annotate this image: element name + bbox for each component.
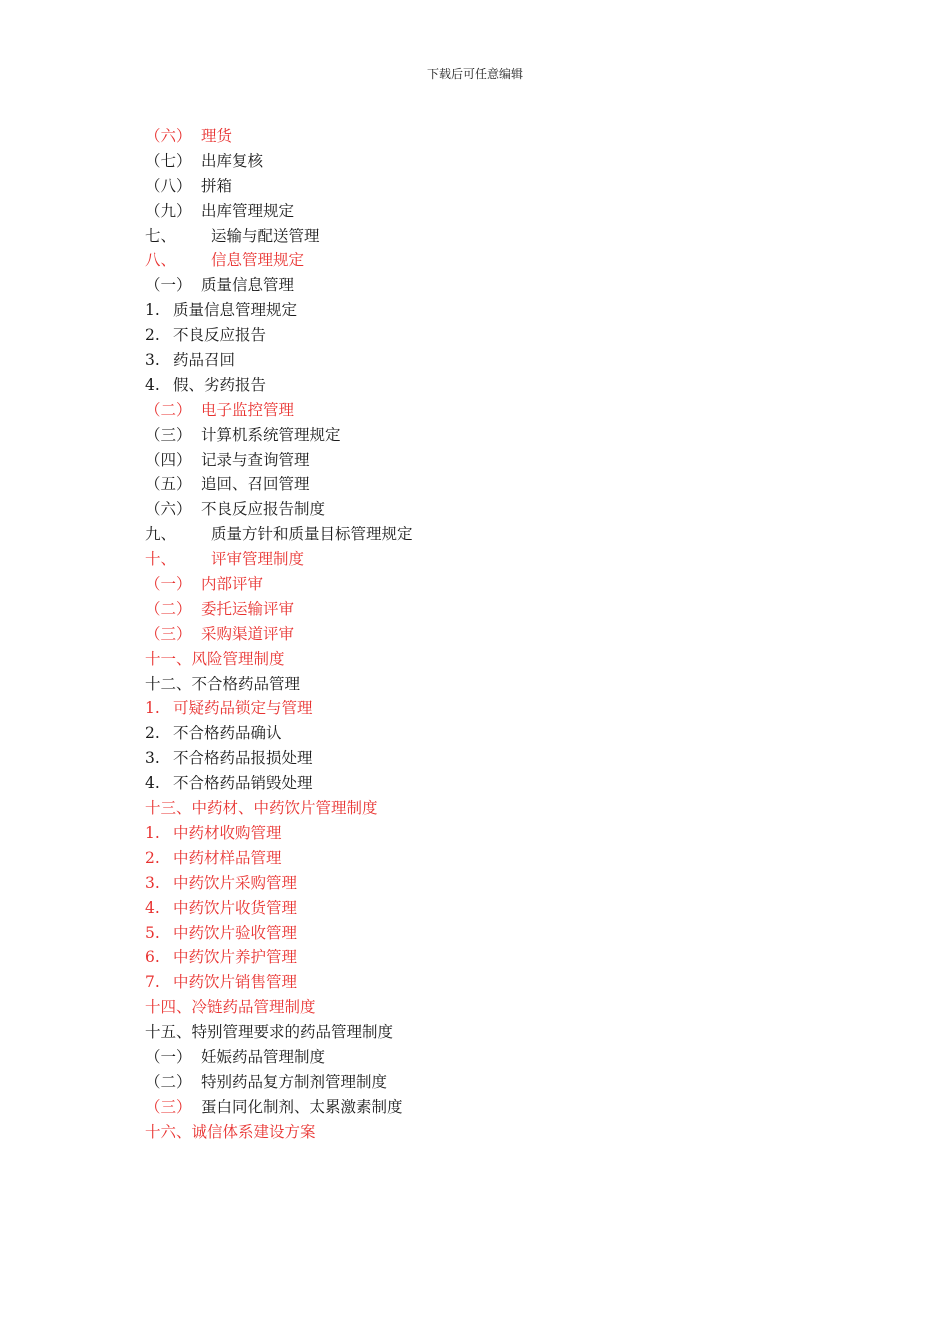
toc-line [145,472,845,497]
toc-text: 评审管理制度 [211,550,305,569]
toc-text: 采购渠道评审 [201,624,295,643]
toc-text: 质量信息管理规定 [173,301,298,320]
toc-line [145,1095,845,1120]
toc-text: 可疑药品锁定与管理 [173,699,313,718]
toc-text: 十一、风险管理制度 [145,649,285,668]
toc-line [145,547,845,572]
toc-text: 中药饮片采购管理 [173,873,298,892]
toc-text: 不良反应报告 [173,326,267,345]
toc-text: 不合格药品销毁处理 [173,774,313,793]
toc-line [145,448,845,473]
toc-line [145,746,845,771]
toc-line [145,572,845,597]
toc-text: 出库复核 [201,151,264,170]
toc-marker: （二） [145,400,192,419]
toc-line [145,273,845,298]
toc-marker: （一） [145,575,192,594]
toc-marker: 3. [145,873,160,892]
toc-text: 记录与查询管理 [201,450,310,469]
toc-line [145,398,845,423]
toc-line [145,323,845,348]
toc-marker: （一） [145,276,192,295]
toc-line [145,497,845,522]
toc-marker: （六） [145,500,192,519]
toc-text: 特别药品复方制剂管理制度 [201,1072,388,1091]
toc-line [145,248,845,273]
toc-line [145,199,845,224]
toc-text: 十六、诚信体系建设方案 [145,1122,316,1141]
toc-line [145,970,845,995]
toc-text: 蛋白同化制剂、太累激素制度 [201,1097,403,1116]
toc-line [145,945,845,970]
toc-marker: （七） [145,151,192,170]
toc-marker: 九、 [145,525,177,544]
toc-marker: 5. [145,923,160,942]
toc-text: 委托运输评审 [201,599,295,618]
toc-marker: （三） [145,624,192,643]
toc-text: 内部评审 [201,575,264,594]
toc-marker: （四） [145,450,192,469]
toc-text: 出库管理规定 [201,201,295,220]
toc-line [145,1045,845,1070]
toc-line [145,871,845,896]
toc-text: 计算机系统管理规定 [201,425,341,444]
toc-marker: 4. [145,774,160,793]
toc-line [145,423,845,448]
toc-text: 中药饮片验收管理 [173,923,298,942]
toc-marker: 3. [145,351,160,370]
toc-marker: 7. [145,973,160,992]
toc-line [145,771,845,796]
toc-line [145,721,845,746]
toc-marker: 4. [145,898,160,917]
toc-text: 十三、中药材、中药饮片管理制度 [145,799,378,818]
toc-line [145,298,845,323]
toc-text: 质量信息管理 [201,276,295,295]
toc-line [145,124,845,149]
toc-text: 药品召回 [173,351,236,370]
toc-line [145,149,845,174]
toc-marker: （三） [145,1097,192,1116]
toc-text: 拼箱 [201,176,233,195]
toc-marker: （二） [145,599,192,618]
toc-line [145,224,845,249]
toc-line [145,622,845,647]
toc-text: 假、劣药报告 [173,375,267,394]
toc-marker: 6. [145,948,160,967]
toc-line [145,921,845,946]
toc-line [145,696,845,721]
toc-marker: （五） [145,475,192,494]
toc-line [145,896,845,921]
toc-line [145,597,845,622]
toc-text: 中药材样品管理 [173,848,282,867]
toc-marker: （三） [145,425,192,444]
toc-line [145,348,845,373]
toc-text: 中药饮片销售管理 [173,973,298,992]
toc-marker: 2. [145,848,160,867]
toc-marker: 4. [145,375,160,394]
toc-line [145,821,845,846]
toc-marker: （八） [145,176,192,195]
toc-line [145,1070,845,1095]
toc-marker: 1. [145,823,160,842]
toc-marker: 十、 [145,550,177,569]
toc-line [145,1120,845,1145]
toc-text: 电子监控管理 [201,400,295,419]
toc-text: 十四、冷链药品管理制度 [145,998,316,1017]
toc-line [145,522,845,547]
toc-line [145,174,845,199]
toc-marker: 八、 [145,251,177,270]
toc-text: 中药饮片收货管理 [173,898,298,917]
toc-text: 质量方针和质量目标管理规定 [211,525,413,544]
toc-line [145,1020,845,1045]
toc-text: 追回、召回管理 [201,475,310,494]
toc-text: 不良反应报告制度 [201,500,326,519]
toc-line [145,373,845,398]
toc-text: 信息管理规定 [211,251,305,270]
toc-text: 不合格药品确认 [173,724,282,743]
toc-text: 妊娠药品管理制度 [201,1047,326,1066]
toc-marker: 1. [145,301,160,320]
toc-line [145,647,845,672]
toc-marker: （二） [145,1072,192,1091]
toc-marker: （九） [145,201,192,220]
toc-line [145,846,845,871]
page-header: 下载后可任意编辑 [426,67,523,81]
toc-text: 十二、不合格药品管理 [145,674,301,693]
toc-line [145,796,845,821]
toc-text: 中药材收购管理 [173,823,282,842]
toc-marker: 3. [145,749,160,768]
toc-text: 运输与配送管理 [211,226,320,245]
toc-text: 十五、特别管理要求的药品管理制度 [145,1023,394,1042]
toc-marker: 2. [145,724,160,743]
toc-marker: 1. [145,699,160,718]
toc-marker: （六） [145,127,192,145]
toc-text: 理货 [201,127,233,145]
table-of-contents [145,124,845,1145]
toc-text: 不合格药品报损处理 [173,749,313,768]
toc-marker: （一） [145,1047,192,1066]
toc-line [145,995,845,1020]
toc-marker: 七、 [145,226,177,245]
toc-text: 中药饮片养护管理 [173,948,298,967]
toc-marker: 2. [145,326,160,345]
toc-line [145,672,845,697]
